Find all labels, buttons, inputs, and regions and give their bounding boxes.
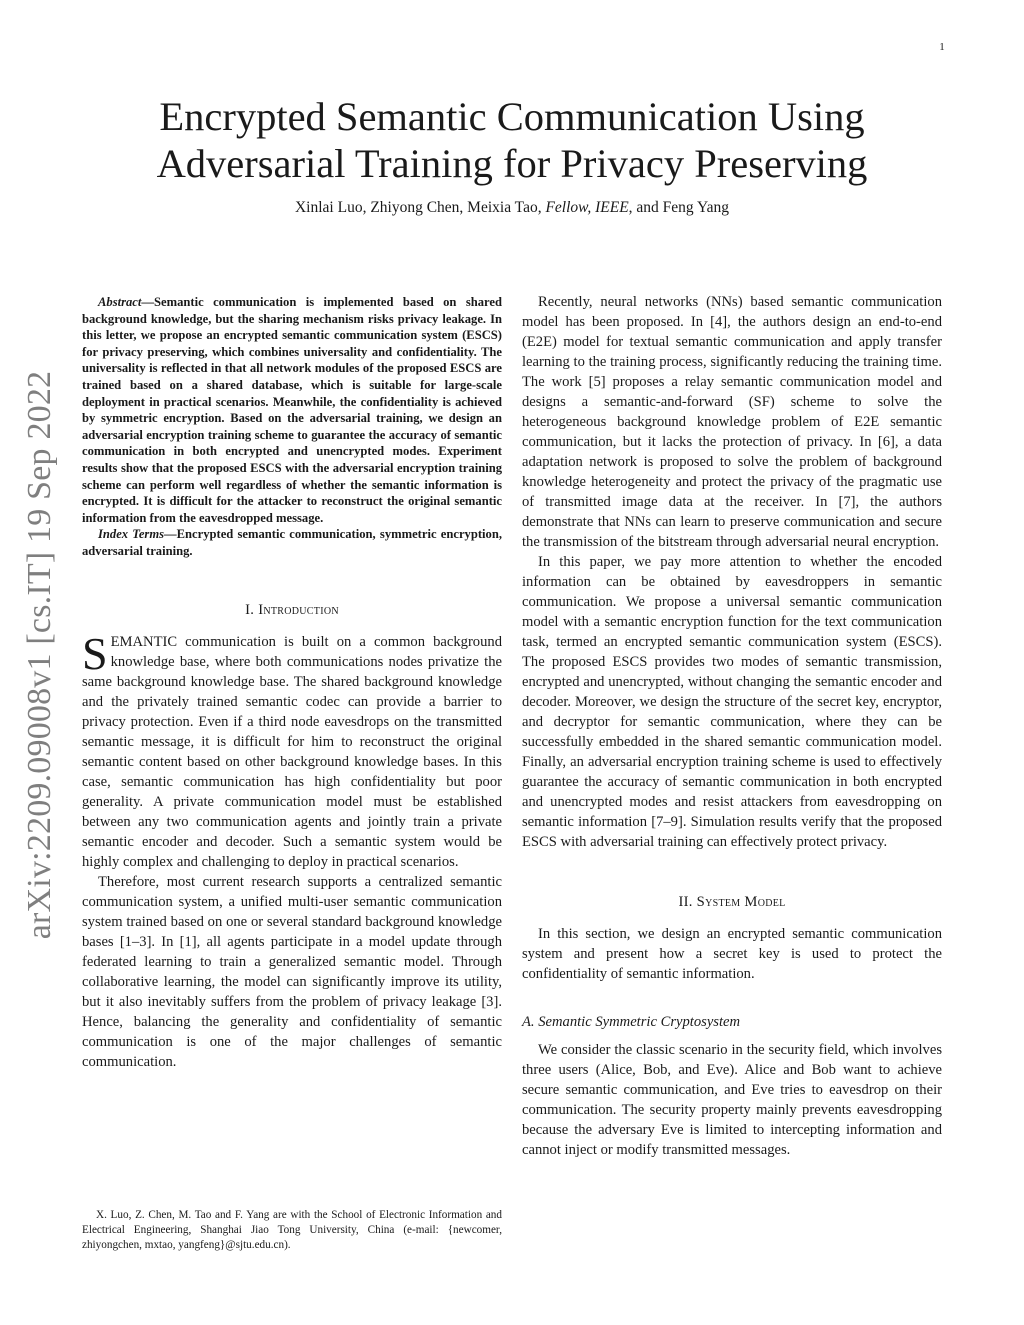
intro-paragraph-3: Recently, neural networks (NNs) based semantic communication model has been proposed. In [4], the authors design an end-to-end (E2E) model for textual semantic communication and apply transfer learning to the training process, significantly reducing the training time. The work [5] proposes a relay semantic communication model and designs a semantic-and-forward (SF) scheme to solve the heterogeneous background knowledge problem of E2E semantic communication, but it lacks the protection of privacy. In [6], a data adaptation network is proposed to solve the problem of background knowledge heterogeneity and protect the privacy of the pragmatic use of transmitted image data at the receiver. In [7], the authors demonstrate that NNs can learn to preserve communication and secure the transmission of the bitstream through adversarial neural encryption. [522, 294, 942, 550]
section-1-title: Introduction [258, 601, 339, 618]
subsection-heading-cryptosystem: A. Semantic Symmetric Cryptosystem [522, 1014, 741, 1030]
author-affiliation-footnote: X. Luo, Z. Chen, M. Tao and F. Yang are with the School of Electronic Information and Electrical Engineering, Shanghai Jiao Tong University, China (e-mail: {newcomer, zhiyongchen, mxtao, yangfeng}@sjtu.edu.cn). [82, 1209, 502, 1251]
index-terms-dash: — [164, 527, 177, 542]
system-model-paragraph-1: In this section, we design an encrypted semantic communication system and present how a secret key is used to protect the confidentiality of semantic information. [522, 926, 942, 982]
system-model-paragraph-2: We consider the classic scenario in the security field, which involves three users (Alice, Bob, and Eve). Alice and Bob want to achieve secure semantic communication, and Eve tries to eavesdrop on their communication. The security property mainly prevents eavesdropping because the adversary Eve is limited to intercepting information and cannot inject or modify transmitted messages. [522, 1042, 942, 1158]
section-heading-system-model [522, 892, 942, 912]
author-tail: , and Feng Yang [628, 199, 729, 216]
arxiv-identifier: arXiv:2209.09008v1 [cs.IT] 19 Sep 2022 [21, 370, 58, 940]
right-column [522, 292, 942, 1160]
left-column [82, 294, 502, 1072]
abstract [82, 294, 502, 526]
abstract-label: Abstract [98, 295, 142, 309]
fellow-title: Fellow, IEEE [545, 199, 629, 216]
intro-paragraph-2: Therefore, most current research supports a centralized semantic communication system, a unified multi-user semantic communication system trained based on one or several standard background knowledge bases [1–3]. In [1], all agents participate in a model update through federated learning to train a generalized semantic model. Through collaborative learning, the model can significantly improve its utility, but it also inevitably suffers from the problem of privacy leakage [3]. Hence, balancing the generality and confidentiality of semantic communication is one of the major challenges of semantic communication. [82, 873, 502, 1070]
dropcap-letter: S [82, 627, 108, 679]
abstract-dash: — [141, 295, 154, 309]
page-number: 1 [939, 41, 945, 53]
intro-paragraph-1 [82, 627, 502, 872]
paper-title [100, 93, 924, 187]
index-terms-label: Index Terms [98, 527, 165, 542]
intro-paragraph-1-text: EMANTIC communication is built on a common background knowledge base, where both communications nodes privatize the same background knowledge base. The shared background knowledge and the privately trained semantic codec can provide a barrier to privacy protection. Even if a third node eavesdrops on the transmitted semantic message, it is difficult for him to reconstruct the original semantic content based on other background knowledge bases. In this case, semantic communication has high confidentiality but poor generality. A private communication model must be established between any two communication agents and jointly train a private semantic encoder and decoder. Such a semantic system would be highly complex and challenging to deploy in practical scenarios. [82, 633, 502, 870]
section-heading-introduction [82, 600, 502, 620]
title-line-2: Adversarial Training for Privacy Preserving [156, 141, 868, 186]
section-1-numeral: I. [245, 601, 259, 618]
index-terms-text: Encrypted semantic communication, symmetric encryption, adversarial training. [82, 527, 502, 558]
author-names: Xinlai Luo, Zhiyong Chen, Meixia Tao, [294, 199, 546, 216]
index-terms [82, 526, 502, 559]
section-2-numeral: II. [678, 894, 697, 910]
author-list [100, 199, 924, 217]
title-line-1: Encrypted Semantic Communication Using [159, 94, 865, 139]
section-2-title: System Model [696, 894, 786, 910]
abstract-text: Semantic communication is implemented based on shared background knowledge, but the sharing mechanism risks privacy leakage. In this letter, we propose an encrypted semantic communication system (ESCS) for privacy preserving, which combines universality and confidentiality. The universality is reflected in that all network modules of the proposed ESCS are trained based on a shared database, which is suitable for large-scale deployment in practical scenarios. Meanwhile, the confidentiality is achieved by symmetric encryption. Based on the adversarial training, we design an adversarial encryption training scheme to guarantee the accuracy of semantic communication in both encrypted and unencrypted modes. Experiment results show that the proposed ESCS with the adversarial encryption training scheme can perform well regardless of whether the semantic information is encrypted. It is difficult for the attacker to reconstruct the original semantic information from the eavesdropped message. [82, 295, 502, 525]
intro-paragraph-4: In this paper, we pay more attention to whether the encoded information can be obtained by eavesdroppers in semantic communication. We propose a universal semantic communication model with a semantic encryption function for the text communication task, termed an encrypted semantic communication system (ESCS). The proposed ESCS provides two modes of semantic transmission, encrypted and unencrypted, without changing the semantic encoder and decoder. Moreover, we design the structure of the secret key, encryptor, and decryptor for semantic communication, where they can be successfully embedded in the shared semantic communication model. Finally, an adversarial encryption training scheme is used to effectively guarantee the accuracy of semantic communication in both encrypted and unencrypted modes and resist attackers from eavesdropping on semantic information [7–9]. Simulation results verify that the proposed ESCS with adversarial training can effectively protect privacy. [522, 554, 942, 850]
